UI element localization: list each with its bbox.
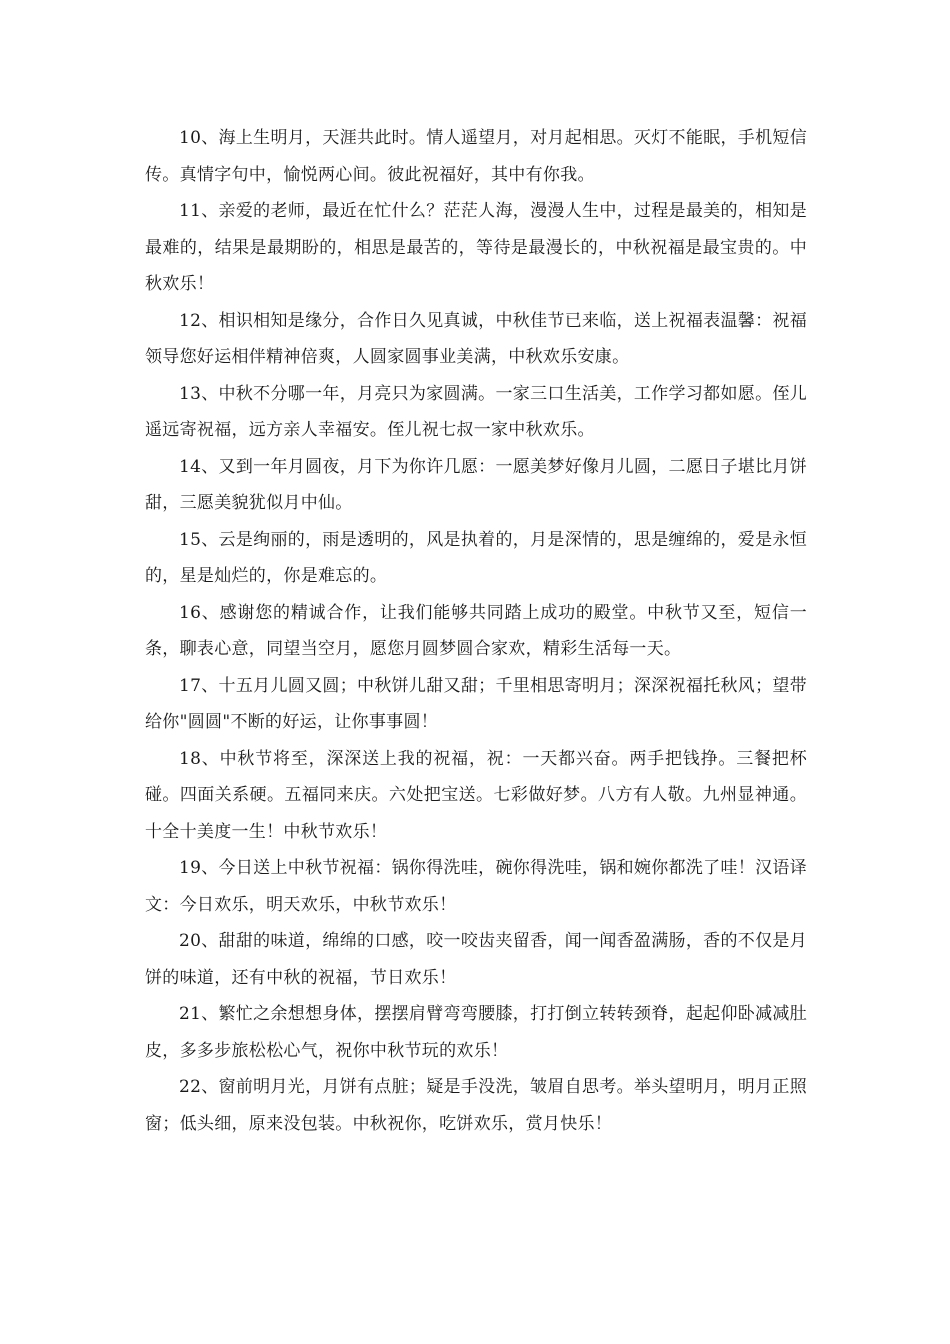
document-body	[145, 120, 807, 1142]
paragraph-19: 19、今日送上中秋节祝福：锅你得洗哇，碗你得洗哇，锅和婉你都洗了哇！汉语译文：今日欢乐，明天欢乐，中秋节欢乐！	[145, 858, 807, 915]
paragraph-17: 17、十五月儿圆又圆；中秋饼儿甜又甜；千里相思寄明月；深深祝福托秋风；望带给你"圆圆"不断的好运，让你事事圆！	[145, 675, 807, 732]
paragraph-16: 16、感谢您的精诚合作，让我们能够共同踏上成功的殿堂。中秋节又至，短信一条，聊表心意，同望当空月，愿您月圆梦圆合家欢，精彩生活每一天。	[145, 602, 807, 659]
paragraph-15: 15、云是绚丽的，雨是透明的，风是执着的，月是深情的，思是缠绵的，爱是永恒的，星是灿烂的，你是难忘的。	[145, 529, 807, 586]
paragraph-11: 11、亲爱的老师，最近在忙什么？茫茫人海，漫漫人生中，过程是最美的，相知是最难的，结果是最期盼的，相思是最苦的，等待是最漫长的，中秋祝福是最宝贵的。中秋欢乐！	[145, 201, 807, 294]
paragraph-10: 10、海上生明月，天涯共此时。情人遥望月，对月起相思。灭灯不能眠，手机短信传。真情字句中，愉悦两心间。彼此祝福好，其中有你我。	[145, 128, 807, 185]
paragraph-22: 22、窗前明月光，月饼有点脏；疑是手没洗，皱眉自思考。举头望明月，明月正照窗；低头细，原来没包装。中秋祝你，吃饼欢乐，赏月快乐！	[145, 1077, 807, 1134]
paragraph-21: 21、繁忙之余想想身体，摆摆肩臂弯弯腰膝，打打倒立转转颈脊，起起仰卧减减肚皮，多多步旅松松心气，祝你中秋节玩的欢乐！	[145, 1004, 807, 1061]
paragraph-18: 18、中秋节将至，深深送上我的祝福，祝：一天都兴奋。两手把钱挣。三餐把杯碰。四面关系硬。五福同来庆。六处把宝送。七彩做好梦。八方有人敬。九州显神通。十全十美度一生！中秋节欢乐！	[145, 748, 807, 842]
paragraph-13: 13、中秋不分哪一年，月亮只为家圆满。一家三口生活美，工作学习都如愿。侄儿遥远寄祝福，远方亲人幸福安。侄儿祝七叔一家中秋欢乐。	[145, 383, 807, 440]
paragraph-14: 14、又到一年月圆夜，月下为你许几愿：一愿美梦好像月儿圆，二愿日子堪比月饼甜，三愿美貌犹似月中仙。	[145, 456, 807, 513]
paragraph-20: 20、甜甜的味道，绵绵的口感，咬一咬齿夹留香，闻一闻香盈满肠，香的不仅是月饼的味道，还有中秋的祝福，节日欢乐！	[145, 931, 807, 988]
paragraph-12: 12、相识相知是缘分，合作日久见真诚，中秋佳节已来临，送上祝福表温馨：祝福领导您好运相伴精神倍爽，人圆家圆事业美满，中秋欢乐安康。	[145, 310, 807, 367]
